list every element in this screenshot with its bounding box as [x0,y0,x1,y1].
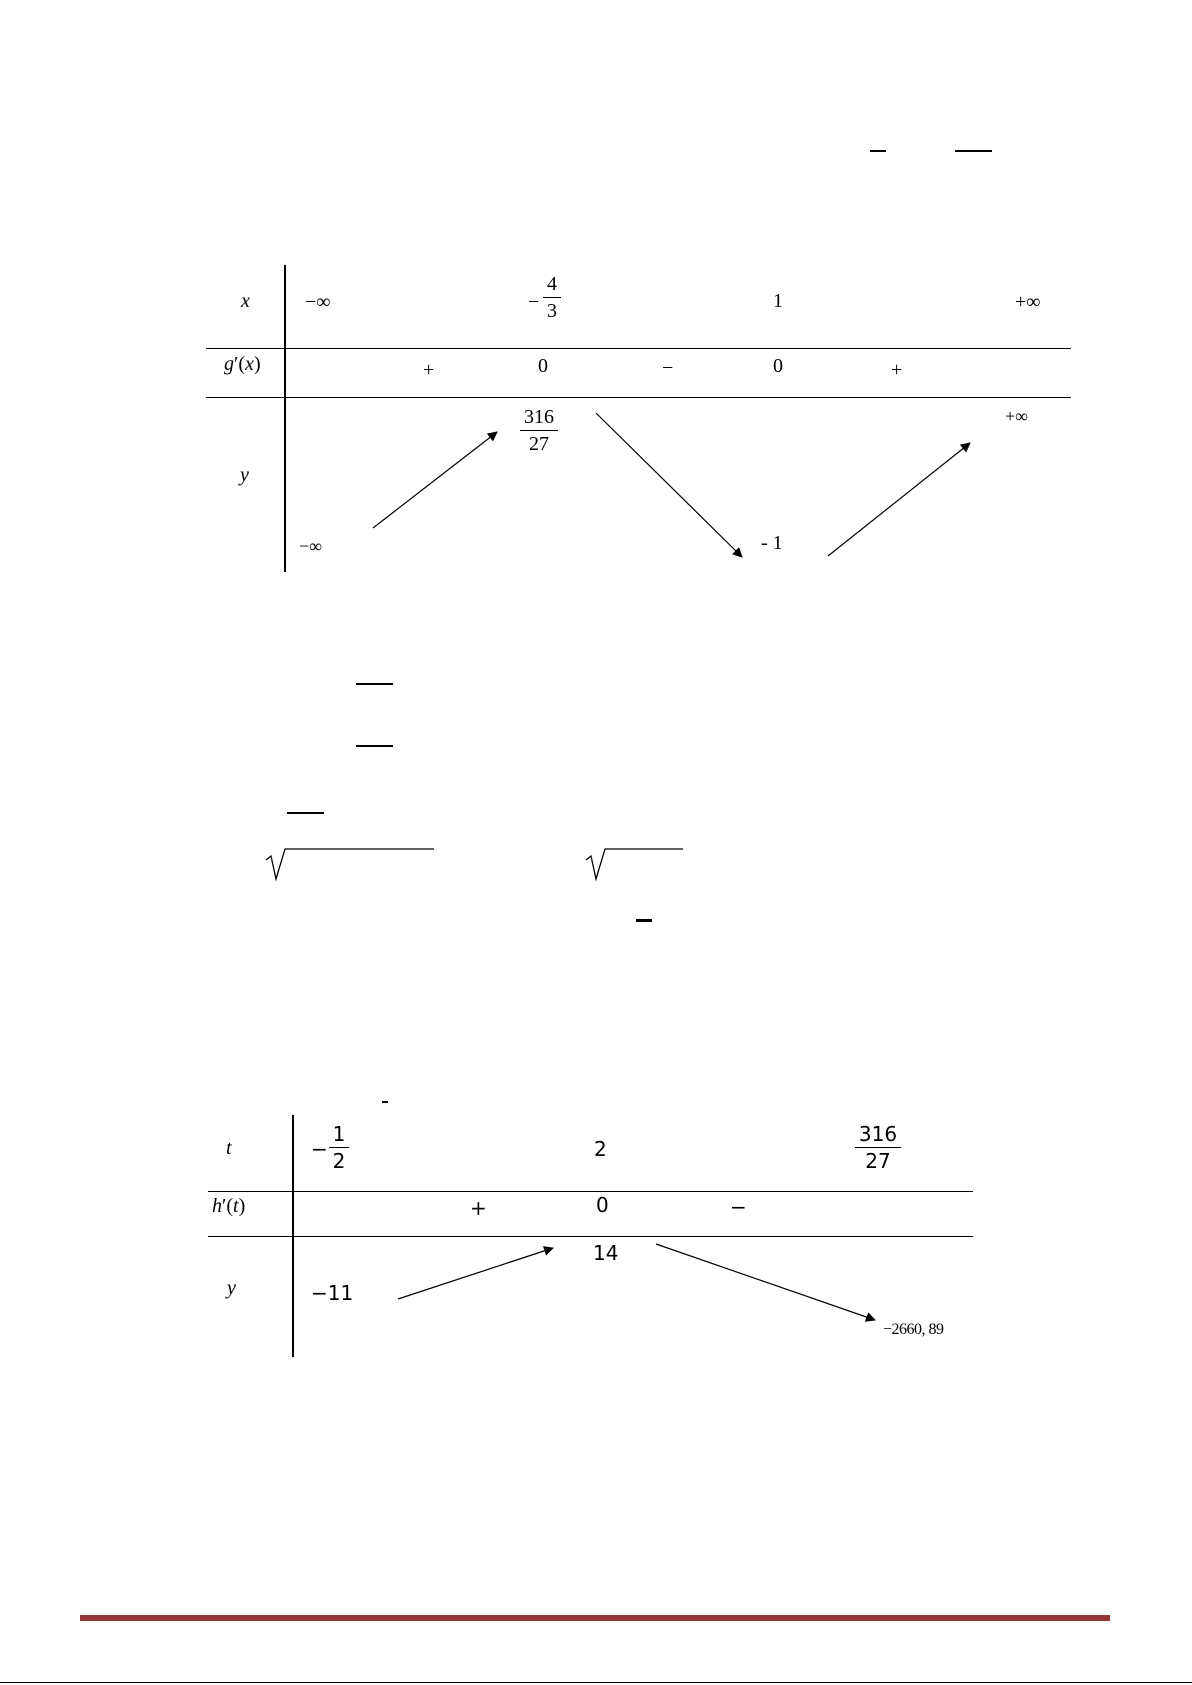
t-fraction-neg-1-2: 1 2 [329,1124,349,1171]
t-fraction-316-27: 316 27 [855,1124,901,1171]
page-bottom-line [0,1682,1192,1683]
h-sign-minus: − [730,1195,747,1219]
x-fraction-neg-4-3: 4 3 [543,274,561,321]
t-value-2: 2 [594,1137,607,1161]
y-min-neg-1: - 1 [761,532,783,554]
x-neg-sign: − [528,291,540,313]
h-sign-plus: + [470,1196,487,1220]
t-neg-sign: − [311,1137,328,1161]
y2-end: −2660, 89 [883,1321,944,1338]
arrow-increase-2 [828,443,970,556]
arrow-increase-3 [398,1248,553,1299]
g-zero-1: 0 [538,355,548,377]
g-sign-plus-2: + [891,359,903,381]
footer-rule [80,1615,1110,1621]
arrow-decrease-1 [596,413,742,557]
y-start-neg-infinity: −∞ [299,536,322,556]
g-sign-minus: − [662,357,674,379]
t-row-label: t [226,1137,232,1159]
h-prime-row-label: h′(t) [212,1195,246,1217]
x-pos-infinity: +∞ [1015,291,1041,313]
y-end-pos-infinity: +∞ [1005,406,1028,426]
x-neg-infinity: −∞ [305,291,331,313]
arrow-decrease-2 [656,1244,875,1320]
arrow-increase-1 [373,432,497,528]
y2-start: −11 [311,1281,354,1305]
g-prime-row-label: g′(x) [224,353,261,375]
y2-max: 14 [593,1241,619,1265]
y-row-label-2: y [227,1277,236,1299]
h-zero: 0 [596,1193,609,1217]
g-zero-2: 0 [773,355,783,377]
x-value-1: 1 [773,290,783,312]
x-row-label: x [241,290,250,312]
y-max-316-27: 316 27 [520,407,558,454]
g-sign-plus-1: + [423,359,435,381]
y-row-label: y [240,464,249,486]
